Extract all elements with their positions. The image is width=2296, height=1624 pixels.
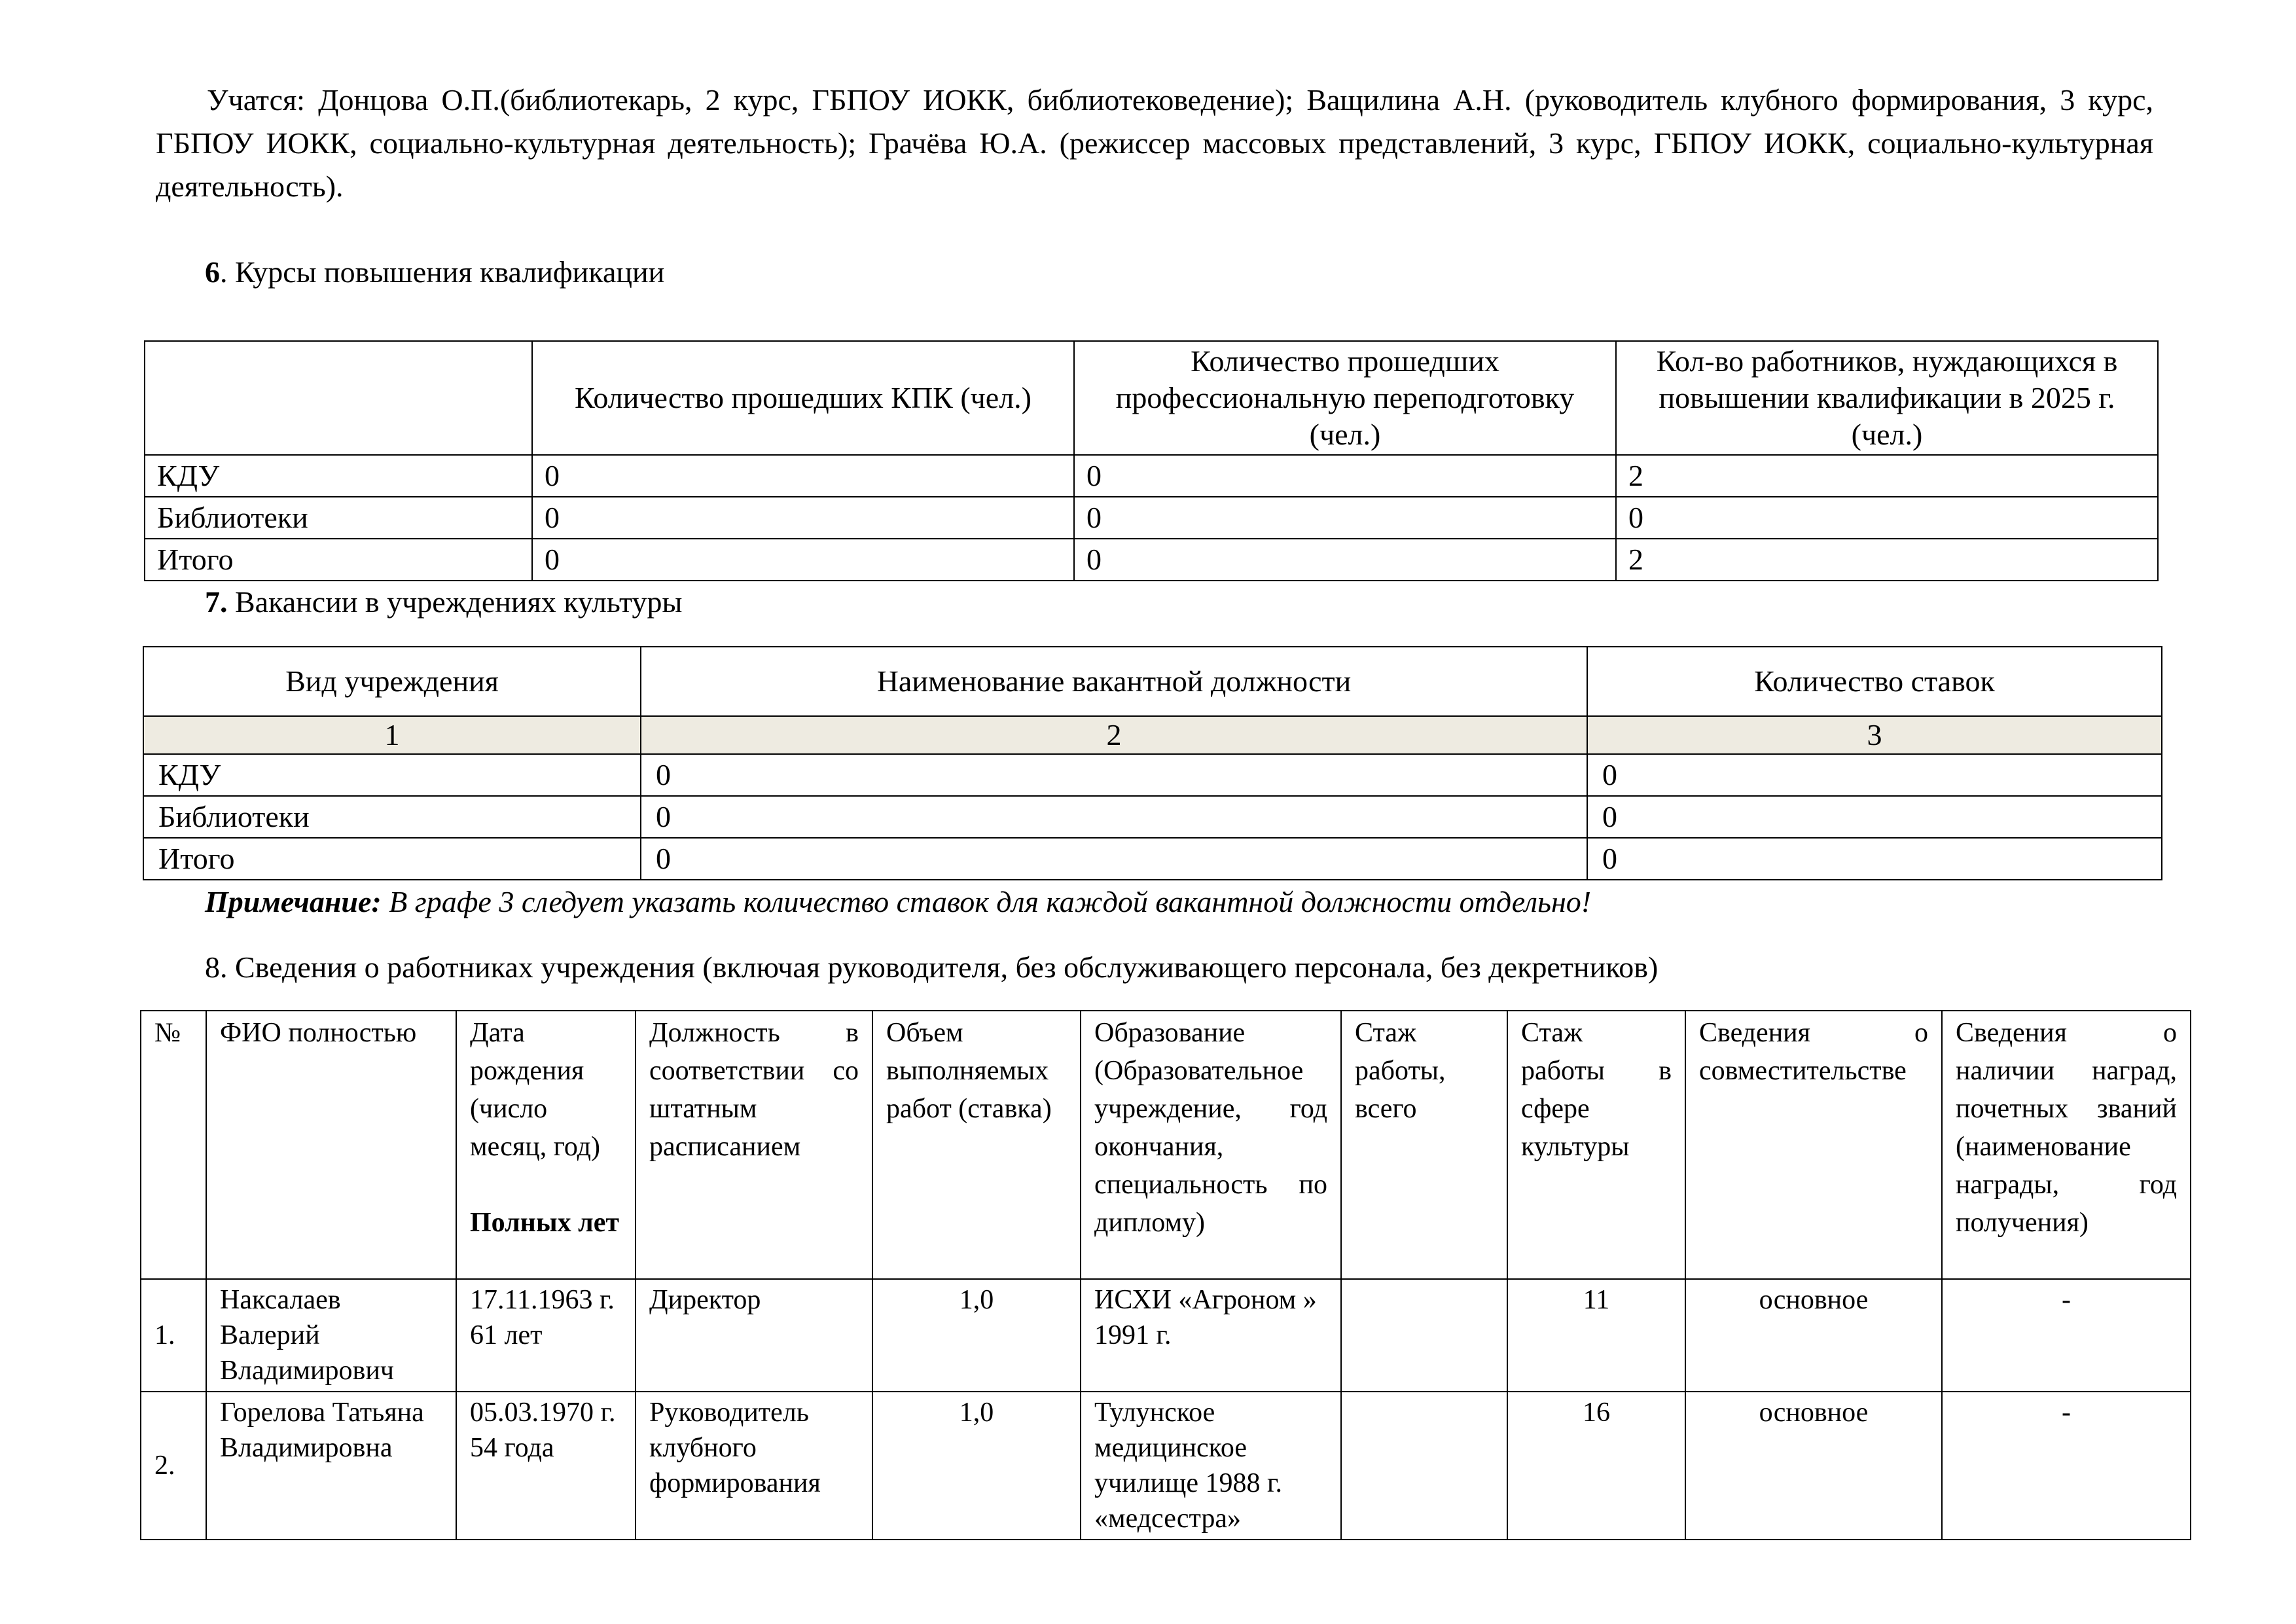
header-exp-culture-text: Стаж работы в сфере культуры — [1521, 1018, 1672, 1162]
row-exp-culture: 16 — [1507, 1392, 1685, 1540]
table-row — [141, 1279, 2191, 1392]
section-8-heading: 8. Сведения о работниках учреждения (включая руководителя, без обслуживающего персонала, без декретников) — [205, 950, 1659, 984]
row-label: КДУ — [143, 754, 641, 796]
row-exp-culture: 11 — [1507, 1279, 1685, 1392]
header-dob-text: Дата рождения (число месяц, год) — [470, 1018, 601, 1162]
table-cell: 0 — [1074, 539, 1616, 581]
table-cell: 0 — [1616, 497, 2158, 539]
header-cell — [145, 341, 532, 455]
vacancies-table — [143, 646, 2162, 880]
header-combination-text: Сведения о совместительстве — [1699, 1018, 1928, 1086]
vacancy-note: Примечание: В графе 3 следует указать количество ставок для каждой вакантной должности отдельно! — [205, 885, 1592, 918]
row-combination: основное — [1685, 1392, 1942, 1540]
table-cell: 0 — [1587, 754, 2162, 796]
header-dob-bold: Полных лет — [470, 1208, 620, 1238]
table-cell: 0 — [532, 497, 1074, 539]
training-table — [144, 340, 2159, 581]
header-dob — [456, 1011, 636, 1279]
header-num: № — [141, 1011, 206, 1279]
row-fio: Горелова Татьяна Владимировна — [206, 1392, 456, 1540]
table-cell: 0 — [1587, 796, 2162, 838]
header-volume — [872, 1011, 1081, 1279]
row-volume: 1,0 — [872, 1279, 1081, 1392]
row-education: Тулунское медицинское училище 1988 г. «медсестра» — [1081, 1392, 1341, 1540]
header-cell: Количество прошедших КПК (чел.) — [532, 341, 1074, 455]
table-row — [145, 497, 2158, 539]
table-cell: 0 — [641, 754, 1587, 796]
row-awards: - — [1942, 1392, 2191, 1540]
header-cell: Количество ставок — [1587, 647, 2162, 716]
header-cell: Количество прошедших профессиональную переподготовку (чел.) — [1074, 341, 1616, 455]
row-num: 1. — [141, 1279, 206, 1392]
header-fio-text: ФИО полностью — [220, 1018, 417, 1048]
row-position: Директор — [636, 1279, 872, 1392]
header-education-text: Образование (Образовательное учреждение, год окончания, специальность по диплому) — [1094, 1018, 1327, 1238]
table-row — [143, 754, 2162, 796]
table-row — [143, 796, 2162, 838]
header-awards-text: Сведения о наличии наград, почетных званий (наименование награды, год получения) — [1956, 1018, 2177, 1238]
header-awards — [1942, 1011, 2191, 1279]
table-header-row — [141, 1011, 2191, 1279]
section-7-heading: 7. Вакансии в учреждениях культуры — [205, 585, 683, 619]
table-cell: 0 — [1074, 497, 1616, 539]
header-exp-culture — [1507, 1011, 1685, 1279]
table-row — [141, 1392, 2191, 1540]
row-label: Итого — [143, 838, 641, 880]
column-number: 2 — [641, 716, 1587, 754]
column-number: 1 — [143, 716, 641, 754]
header-position-text: Должность в соответствии со штатным расписанием — [649, 1018, 859, 1162]
table-cell: 2 — [1616, 539, 2158, 581]
header-exp-total-text: Стаж работы, всего — [1355, 1018, 1446, 1124]
table-row — [143, 838, 2162, 880]
table-header-row — [145, 341, 2158, 455]
table-cell: 0 — [1587, 838, 2162, 880]
table-cell: 0 — [532, 539, 1074, 581]
row-dob: 05.03.1970 г. 54 года — [456, 1392, 636, 1540]
header-position — [636, 1011, 872, 1279]
row-combination: основное — [1685, 1279, 1942, 1392]
header-cell: Вид учреждения — [143, 647, 641, 716]
row-num: 2. — [141, 1392, 206, 1540]
row-exp-total — [1341, 1279, 1507, 1392]
header-exp-total — [1341, 1011, 1507, 1279]
header-volume-text: Объем выполняемых работ (ставка) — [886, 1018, 1052, 1124]
table-row — [145, 455, 2158, 497]
row-dob: 17.11.1963 г. 61 лет — [456, 1279, 636, 1392]
row-label: КДУ — [145, 455, 532, 497]
table-header-row — [143, 647, 2162, 716]
section-6-heading: 6. Курсы повышения квалификации — [205, 255, 665, 289]
table-cell: 2 — [1616, 455, 2158, 497]
column-number-row — [143, 716, 2162, 754]
row-awards: - — [1942, 1279, 2191, 1392]
row-exp-total — [1341, 1392, 1507, 1540]
table-cell: 0 — [641, 838, 1587, 880]
row-position: Руководитель клубного формирования — [636, 1392, 872, 1540]
table-cell: 0 — [1074, 455, 1616, 497]
row-label: Итого — [145, 539, 532, 581]
header-fio — [206, 1011, 456, 1279]
header-combination — [1685, 1011, 1942, 1279]
row-fio: Наксалаев Валерий Владимирович — [206, 1279, 456, 1392]
table-cell: 0 — [532, 455, 1074, 497]
header-education — [1081, 1011, 1341, 1279]
study-paragraph: Учатся: Донцова О.П.(библиотекарь, 2 курс, ГБПОУ ИОКК, библиотековедение); Ващилина А.Н. (руководитель клубного формирования, 3 курс, ГБПОУ ИОКК, социально-культурная деятельность); Грачёва Ю.А. (режиссер массовых представлений, 3 курс, ГБПОУ ИОКК, социально-культурная деятельность). — [156, 83, 2153, 203]
staff-table — [140, 1010, 2191, 1540]
column-number: 3 — [1587, 716, 2162, 754]
row-volume: 1,0 — [872, 1392, 1081, 1540]
row-label: Библиотеки — [145, 497, 532, 539]
header-cell: Наименование вакантной должности — [641, 647, 1587, 716]
header-cell: Кол-во работников, нуждающихся в повышении квалификации в 2025 г. (чел.) — [1616, 341, 2158, 455]
row-education: ИСХИ «Агроном » 1991 г. — [1081, 1279, 1341, 1392]
table-row — [145, 539, 2158, 581]
table-cell: 0 — [641, 796, 1587, 838]
row-label: Библиотеки — [143, 796, 641, 838]
